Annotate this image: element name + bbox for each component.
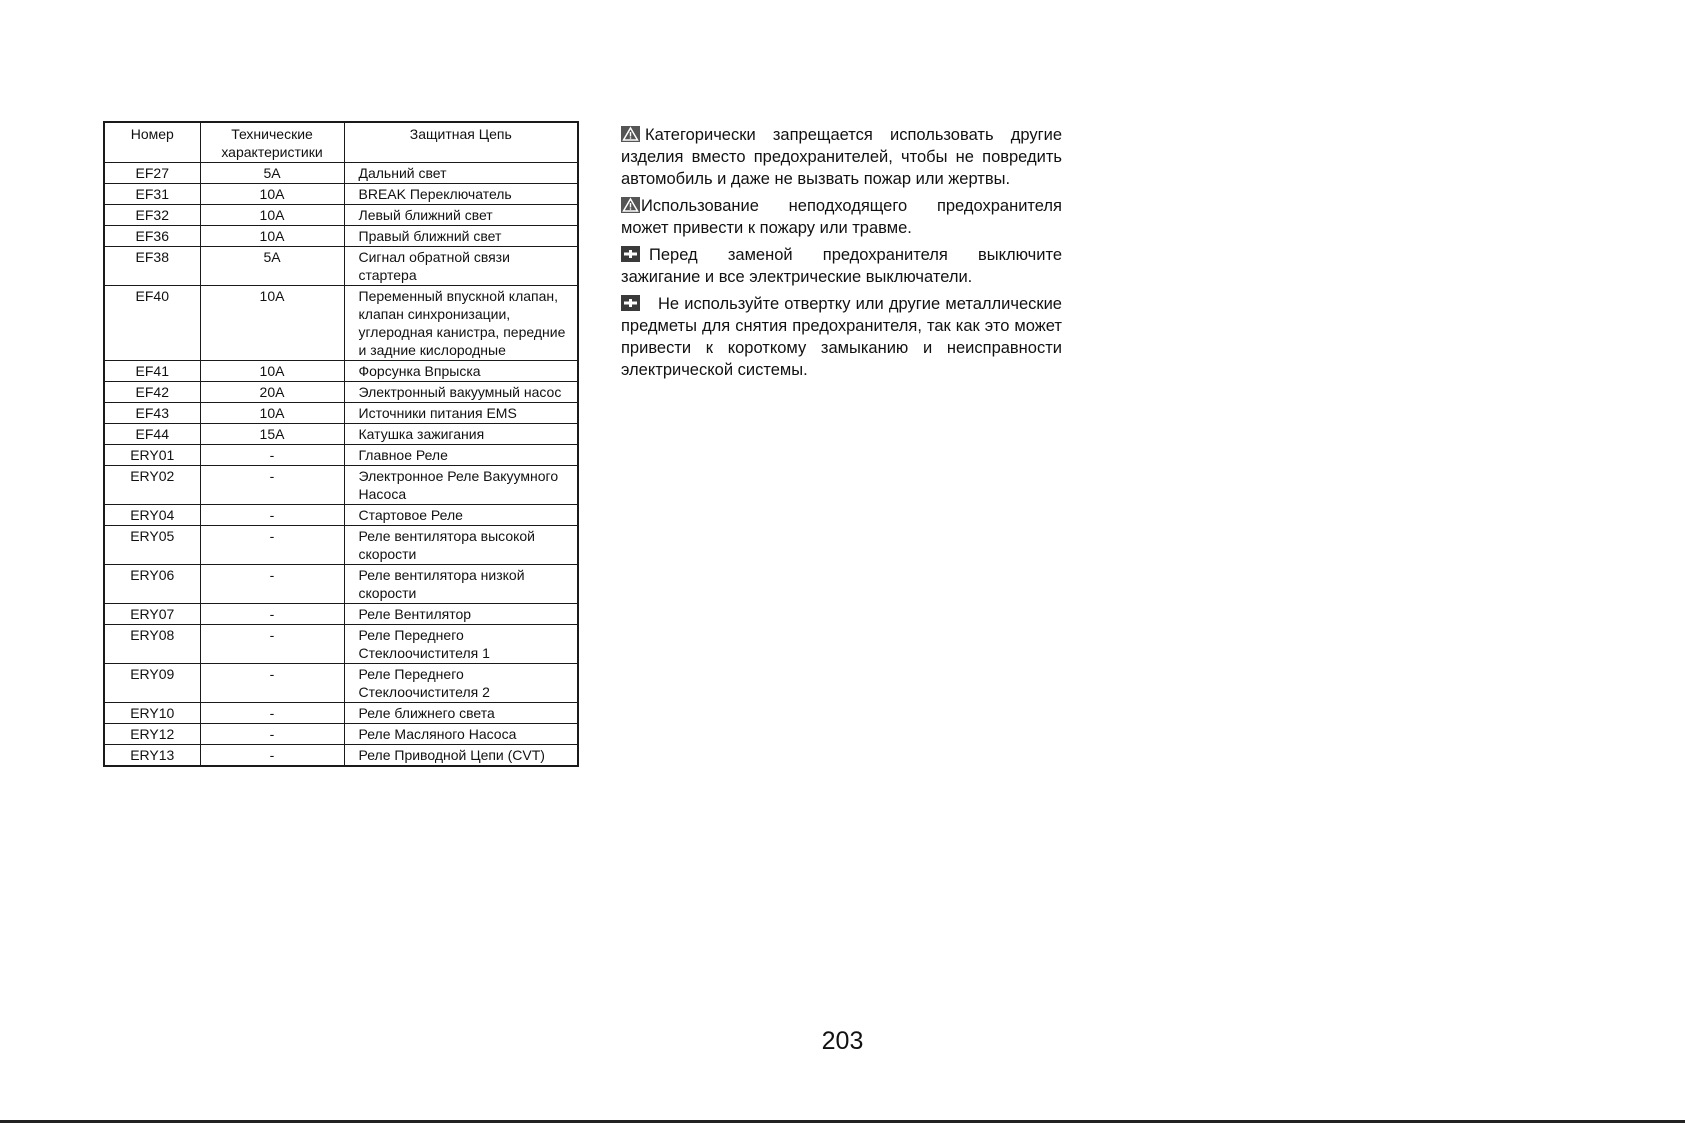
fuse-circuit-cell: Реле Переднего Стеклоочистителя 1 bbox=[344, 625, 578, 664]
fuse-rating-cell: - bbox=[200, 526, 344, 565]
fuse-rating-cell: - bbox=[200, 445, 344, 466]
fuse-number-cell: ERY12 bbox=[104, 724, 200, 745]
fuse-rating-cell: 10A bbox=[200, 286, 344, 361]
table-row bbox=[104, 205, 578, 226]
table-body bbox=[104, 163, 578, 767]
fuse-number-cell: ERY05 bbox=[104, 526, 200, 565]
table-row bbox=[104, 505, 578, 526]
table-row bbox=[104, 403, 578, 424]
table-row bbox=[104, 286, 578, 361]
table-row bbox=[104, 226, 578, 247]
table-row bbox=[104, 703, 578, 724]
table-row bbox=[104, 163, 578, 184]
fuse-table bbox=[103, 121, 579, 767]
fuse-number-cell: EF31 bbox=[104, 184, 200, 205]
fuse-number-cell: EF43 bbox=[104, 403, 200, 424]
fuse-circuit-cell: Реле ближнего света bbox=[344, 703, 578, 724]
fuse-number-cell: ERY07 bbox=[104, 604, 200, 625]
fuse-number-cell: ERY06 bbox=[104, 565, 200, 604]
table-row bbox=[104, 466, 578, 505]
note-text: Использование неподходящего предохранителя может привести к пожару или травме. bbox=[621, 197, 1062, 237]
table-row bbox=[104, 565, 578, 604]
table-row bbox=[104, 526, 578, 565]
fuse-circuit-cell: Форсунка Впрыска bbox=[344, 361, 578, 382]
fuse-circuit-cell: Сигнал обратной связи стартера bbox=[344, 247, 578, 286]
table-row bbox=[104, 382, 578, 403]
fuse-number-cell: ERY08 bbox=[104, 625, 200, 664]
fuse-number-cell: EF27 bbox=[104, 163, 200, 184]
fuse-rating-cell: - bbox=[200, 664, 344, 703]
note-text: Не используйте отвертку или другие металлические предметы для снятия предохранителя, так как это может привести к короткому замыканию и неисправности электрической системы. bbox=[621, 295, 1062, 379]
note-info-no-screwdriver bbox=[621, 293, 1062, 381]
fuse-number-cell: ERY01 bbox=[104, 445, 200, 466]
fuse-rating-cell: 10A bbox=[200, 361, 344, 382]
fuse-rating-cell: - bbox=[200, 505, 344, 526]
fuse-circuit-cell: Правый ближний свет bbox=[344, 226, 578, 247]
note-text: Категорически запрещается использовать другие изделия вместо предохранителей, чтобы не повредить автомобиль и даже не вызвать пожар или жертвы. bbox=[621, 126, 1062, 188]
table-row bbox=[104, 745, 578, 767]
table-row bbox=[104, 247, 578, 286]
table-row bbox=[104, 424, 578, 445]
fuse-circuit-cell: Реле вентилятора высокой скорости bbox=[344, 526, 578, 565]
fuse-rating-cell: - bbox=[200, 625, 344, 664]
fuse-rating-cell: 5A bbox=[200, 163, 344, 184]
table-row bbox=[104, 724, 578, 745]
fuse-circuit-cell: Электронный вакуумный насос bbox=[344, 382, 578, 403]
table-row bbox=[104, 625, 578, 664]
fuse-circuit-cell: Реле Вентилятор bbox=[344, 604, 578, 625]
header-protected-circuit: Защитная Цепь bbox=[344, 122, 578, 163]
fuse-rating-cell: - bbox=[200, 724, 344, 745]
fuse-circuit-cell: Левый ближний свет bbox=[344, 205, 578, 226]
table-header-row bbox=[104, 122, 578, 163]
header-specifications: Технические характеристики bbox=[200, 122, 344, 163]
fuse-number-cell: EF32 bbox=[104, 205, 200, 226]
fuse-circuit-cell: Источники питания EMS bbox=[344, 403, 578, 424]
table-row bbox=[104, 664, 578, 703]
fuse-circuit-cell: Стартовое Реле bbox=[344, 505, 578, 526]
fuse-rating-cell: - bbox=[200, 466, 344, 505]
fuse-rating-cell: 10A bbox=[200, 205, 344, 226]
header-number: Номер bbox=[104, 122, 200, 163]
fuse-number-cell: ERY09 bbox=[104, 664, 200, 703]
table-row bbox=[104, 445, 578, 466]
note-warning-wrong-fuse bbox=[621, 195, 1062, 239]
fuse-rating-cell: 5A bbox=[200, 247, 344, 286]
table-row bbox=[104, 184, 578, 205]
fuse-number-cell: ERY10 bbox=[104, 703, 200, 724]
fuse-rating-cell: 20A bbox=[200, 382, 344, 403]
fuse-circuit-cell: Главное Реле bbox=[344, 445, 578, 466]
fuse-circuit-cell: Реле Масляного Насоса bbox=[344, 724, 578, 745]
warning-icon bbox=[621, 197, 640, 213]
table-row bbox=[104, 361, 578, 382]
info-icon bbox=[621, 246, 640, 262]
fuse-circuit-cell: Реле Переднего Стеклоочистителя 2 bbox=[344, 664, 578, 703]
fuse-number-cell: EF36 bbox=[104, 226, 200, 247]
fuse-number-cell: EF38 bbox=[104, 247, 200, 286]
fuse-circuit-cell: Переменный впускной клапан, клапан синхронизации, углеродная канистра, передние и задние кислородные bbox=[344, 286, 578, 361]
warning-icon bbox=[621, 126, 640, 142]
fuse-number-cell: ERY13 bbox=[104, 745, 200, 767]
note-warning-fuse-substitute bbox=[621, 124, 1062, 190]
fuse-circuit-cell: BREAK Переключатель bbox=[344, 184, 578, 205]
fuse-rating-cell: - bbox=[200, 703, 344, 724]
fuse-number-cell: EF40 bbox=[104, 286, 200, 361]
fuse-rating-cell: - bbox=[200, 565, 344, 604]
fuse-rating-cell: 10A bbox=[200, 403, 344, 424]
info-icon bbox=[621, 295, 640, 311]
fuse-circuit-cell: Дальний свет bbox=[344, 163, 578, 184]
fuse-number-cell: EF41 bbox=[104, 361, 200, 382]
page-number: 203 bbox=[821, 1027, 864, 1055]
fuse-number-cell: ERY02 bbox=[104, 466, 200, 505]
note-text: Перед заменой предохранителя выключите зажигание и все электрические выключатели. bbox=[621, 246, 1062, 286]
fuse-rating-cell: 15A bbox=[200, 424, 344, 445]
fuse-rating-cell: 10A bbox=[200, 184, 344, 205]
fuse-rating-cell: - bbox=[200, 604, 344, 625]
fuse-circuit-cell: Электронное Реле Вакуумного Насоса bbox=[344, 466, 578, 505]
fuse-circuit-cell: Реле вентилятора низкой скорости bbox=[344, 565, 578, 604]
fuse-number-cell: EF44 bbox=[104, 424, 200, 445]
fuse-number-cell: ERY04 bbox=[104, 505, 200, 526]
fuse-circuit-cell: Реле Приводной Цепи (CVT) bbox=[344, 745, 578, 767]
notes-section bbox=[621, 124, 1062, 386]
fuse-rating-cell: 10A bbox=[200, 226, 344, 247]
fuse-number-cell: EF42 bbox=[104, 382, 200, 403]
note-info-ignition-off bbox=[621, 244, 1062, 288]
fuse-circuit-cell: Катушка зажигания bbox=[344, 424, 578, 445]
fuse-rating-cell: - bbox=[200, 745, 344, 767]
table-row bbox=[104, 604, 578, 625]
